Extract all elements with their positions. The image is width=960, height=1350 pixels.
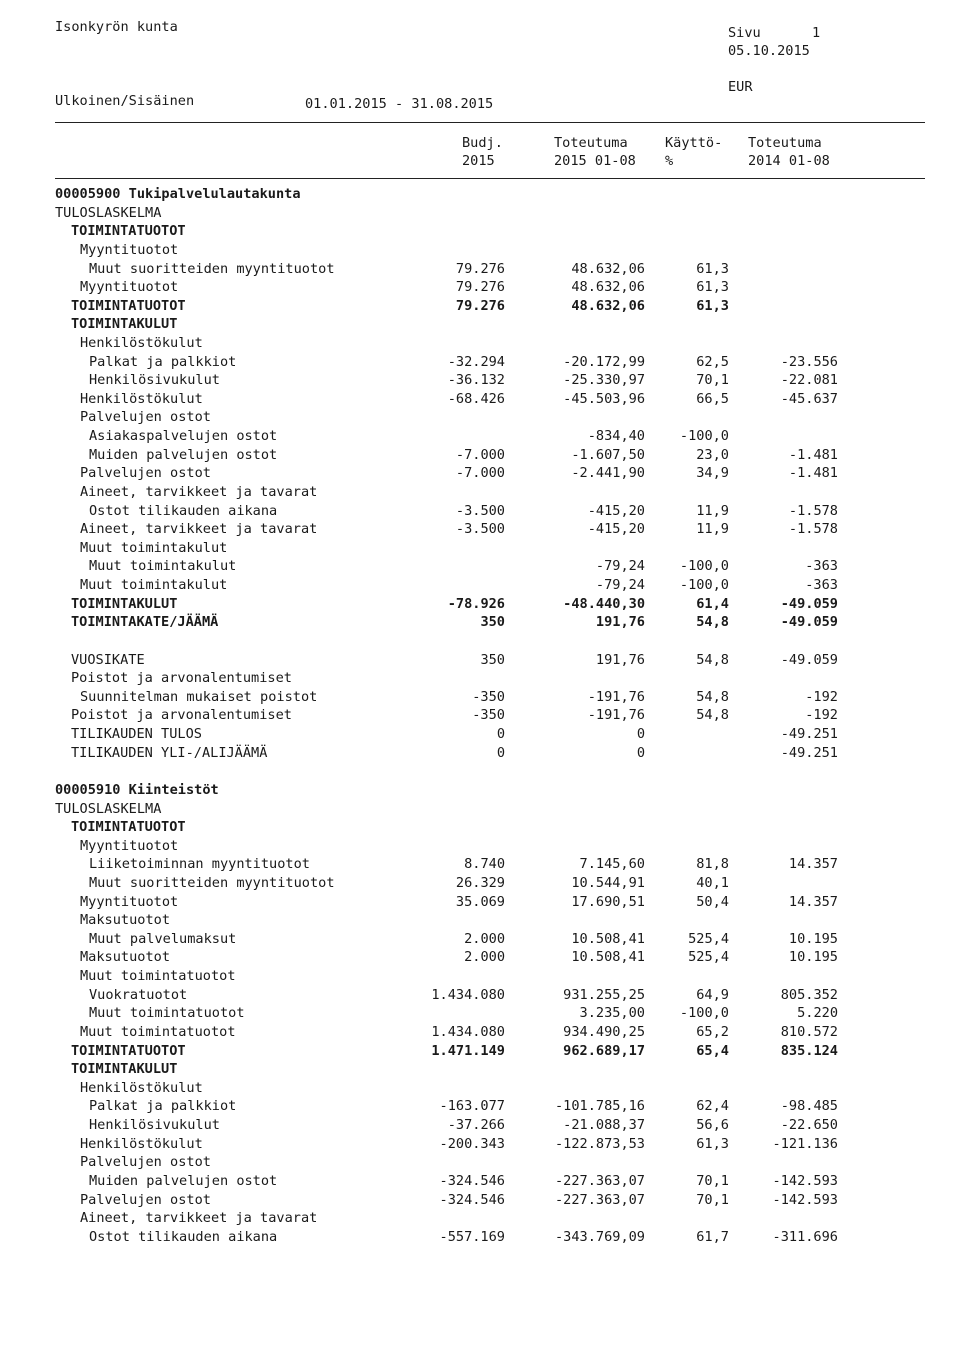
budget-value: 79.276	[455, 279, 505, 296]
row-label: 00005900 Tukipalvelulautakunta	[55, 186, 301, 202]
actual-value: 7.145,60	[579, 856, 645, 873]
report-row	[0, 1097, 960, 1116]
prev-year-value: 14.357	[788, 893, 838, 910]
budget-value: 350	[480, 614, 505, 631]
row-label: Palkat ja palkkiot	[89, 353, 237, 370]
usage-percent: 34,9	[696, 465, 729, 482]
report-row	[0, 855, 960, 874]
report-row	[0, 893, 960, 912]
report-row	[0, 427, 960, 446]
usage-percent: 61,3	[696, 297, 729, 314]
row-label: Henkilöstökulut	[80, 1135, 203, 1152]
report-period: 01.01.2015 - 31.08.2015	[305, 96, 494, 112]
prev-year-value: -49.059	[780, 595, 838, 612]
budget-value: -3.500	[455, 521, 505, 538]
prev-year-value: -23.556	[780, 353, 838, 370]
row-label: Muut toimintatuotot	[80, 1023, 236, 1040]
col-prev-line2: 2014 01-08	[748, 153, 830, 169]
report-row	[0, 539, 960, 558]
report-row	[0, 800, 960, 819]
actual-value: -834,40	[587, 428, 645, 445]
report-row	[0, 278, 960, 297]
budget-value: 0	[496, 744, 505, 761]
row-label: Muut toimintatuotot	[89, 1005, 245, 1022]
row-label: TOIMINTATUOTOT	[71, 297, 186, 314]
prev-year-value: -1.578	[788, 521, 838, 538]
budget-value: 350	[480, 651, 505, 668]
report-row	[0, 651, 960, 670]
report-row	[0, 632, 960, 651]
budget-value: 2.000	[464, 949, 505, 966]
row-label: TULOSLASKELMA	[55, 204, 162, 221]
report-row	[0, 557, 960, 576]
actual-value: -2.441,90	[571, 465, 645, 482]
row-label: Henkilösivukulut	[89, 1117, 220, 1133]
actual-value: -227.363,07	[554, 1191, 645, 1208]
report-row	[0, 1042, 960, 1061]
row-label: Henkilöstökulut	[80, 390, 203, 407]
row-label: Muut toimintakulut	[80, 539, 228, 556]
report-row	[0, 818, 960, 837]
row-label: Poistot ja arvonalentumiset	[71, 670, 292, 687]
usage-percent: 62,4	[696, 1098, 729, 1115]
report-row	[0, 688, 960, 707]
row-label: Liiketoiminnan myyntituotot	[89, 856, 310, 873]
usage-percent: 54,8	[696, 707, 729, 724]
report-row	[0, 297, 960, 316]
row-label: TOIMINTATUOTOT	[71, 1042, 186, 1059]
prev-year-value: -49.251	[780, 744, 838, 761]
actual-value: 3.235,00	[579, 1005, 645, 1022]
usage-percent: 54,8	[696, 651, 729, 668]
usage-percent: -100,0	[679, 558, 729, 575]
prev-year-value: 835.124	[780, 1042, 838, 1059]
usage-percent: 66,5	[696, 390, 729, 407]
actual-value: -21.088,37	[563, 1117, 645, 1133]
budget-value: -68.426	[447, 390, 505, 407]
budget-value: -7.000	[455, 446, 505, 463]
row-label: 00005910 Kiinteistöt	[55, 781, 219, 798]
budget-value: 35.069	[455, 893, 505, 910]
budget-value: -324.546	[439, 1191, 505, 1208]
actual-value: 48.632,06	[571, 297, 645, 314]
row-label: Maksutuotot	[80, 912, 171, 929]
actual-value: 48.632,06	[571, 279, 645, 296]
usage-percent: 525,4	[688, 930, 729, 947]
actual-value: -25.330,97	[563, 372, 645, 389]
row-label: Aineet, tarvikkeet ja tavarat	[80, 483, 318, 500]
actual-value: -45.503,96	[563, 390, 645, 407]
prev-year-value: -22.650	[780, 1117, 838, 1133]
col-usage-line1: Käyttö-	[665, 135, 723, 151]
row-label: Suunnitelman mukaiset poistot	[80, 688, 318, 705]
actual-value: 10.508,41	[571, 930, 645, 947]
actual-value: -122.873,53	[554, 1135, 645, 1152]
prev-year-value: 10.195	[788, 930, 838, 947]
col-budget-line2: 2015	[462, 153, 495, 169]
report-row	[0, 260, 960, 279]
actual-value: -415,20	[587, 502, 645, 519]
row-label: Palvelujen ostot	[80, 1154, 211, 1171]
budget-value: -32.294	[447, 353, 505, 370]
report-row	[0, 613, 960, 632]
prev-year-value: -121.136	[772, 1135, 838, 1152]
row-label: Aineet, tarvikkeet ja tavarat	[80, 521, 318, 538]
row-label: Maksutuotot	[80, 949, 171, 966]
row-label: Myyntituotot	[80, 279, 179, 296]
row-label: Muiden palvelujen ostot	[89, 446, 278, 463]
budget-value: -163.077	[439, 1098, 505, 1115]
col-prev-line1: Toteutuma	[748, 135, 822, 151]
row-label: Henkilöstökulut	[80, 335, 203, 351]
row-label: Palvelujen ostot	[80, 409, 211, 426]
usage-percent: 70,1	[696, 372, 729, 389]
row-label: TILIKAUDEN YLI-/ALIJÄÄMÄ	[71, 744, 268, 761]
prev-year-value: -142.593	[772, 1191, 838, 1208]
actual-value: 17.690,51	[571, 893, 645, 910]
actual-value: -1.607,50	[571, 446, 645, 463]
usage-percent: 70,1	[696, 1172, 729, 1189]
budget-value: 0	[496, 726, 505, 742]
usage-percent: 54,8	[696, 614, 729, 631]
row-label: Henkilösivukulut	[89, 372, 220, 389]
prev-year-value: -1.481	[788, 446, 838, 463]
report-row	[0, 595, 960, 614]
row-label: Ostot tilikauden aikana	[89, 502, 278, 519]
actual-value: -191,76	[587, 688, 645, 705]
actual-value: -101.785,16	[554, 1098, 645, 1115]
report-row	[0, 315, 960, 334]
print-date: 05.10.2015	[728, 43, 810, 59]
prev-year-value: -45.637	[780, 390, 838, 407]
usage-percent: 61,3	[696, 260, 729, 277]
page-number: 1	[812, 25, 821, 41]
usage-percent: 50,4	[696, 893, 729, 910]
budget-value: -350	[472, 688, 505, 705]
row-label: Muut suoritteiden myyntituotot	[89, 874, 335, 891]
report-row	[0, 1004, 960, 1023]
prev-year-value: 805.352	[780, 986, 838, 1003]
row-label: VUOSIKATE	[71, 651, 145, 668]
row-label: TOIMINTAKATE/JÄÄMÄ	[71, 614, 219, 631]
report-row	[0, 781, 960, 800]
budget-value: -200.343	[439, 1135, 505, 1152]
report-row	[0, 1191, 960, 1210]
usage-percent: 54,8	[696, 688, 729, 705]
actual-value: 191,76	[595, 651, 645, 668]
actual-value: 934.490,25	[563, 1023, 645, 1040]
row-label: Muut toimintakulut	[89, 558, 237, 575]
row-label: Myyntituotot	[80, 241, 179, 258]
actual-value: -227.363,07	[554, 1172, 645, 1189]
budget-value: 79.276	[455, 297, 505, 314]
usage-percent: 65,4	[696, 1042, 729, 1059]
actual-value: 48.632,06	[571, 260, 645, 277]
row-label: TILIKAUDEN TULOS	[71, 726, 202, 742]
prev-year-value: 10.195	[788, 949, 838, 966]
prev-year-value: -363	[805, 577, 838, 593]
row-label: Palvelujen ostot	[80, 465, 211, 482]
budget-value: 79.276	[455, 260, 505, 277]
prev-year-value: -49.251	[780, 726, 838, 742]
actual-value: 931.255,25	[563, 986, 645, 1003]
budget-value: 2.000	[464, 930, 505, 947]
row-label: Aineet, tarvikkeet ja tavarat	[80, 1210, 318, 1227]
prev-year-value: -192	[805, 688, 838, 705]
report-row	[0, 1116, 960, 1135]
col-actual-line2: 2015 01-08	[554, 153, 636, 169]
organization-name: Isonkyrön kunta	[55, 19, 178, 35]
usage-percent: 61,3	[696, 279, 729, 296]
report-row	[0, 706, 960, 725]
actual-value: 0	[636, 744, 645, 761]
header-bottom-rule	[55, 178, 925, 179]
row-label: Muut palvelumaksut	[89, 930, 237, 947]
header-top-rule	[55, 122, 925, 123]
row-label: TOIMINTATUOTOT	[71, 223, 186, 240]
actual-value: -343.769,09	[554, 1228, 645, 1245]
report-row	[0, 874, 960, 893]
budget-value: -7.000	[455, 465, 505, 482]
col-usage-line2: %	[665, 153, 674, 169]
actual-value: 191,76	[595, 614, 645, 631]
usage-percent: 61,7	[696, 1228, 729, 1245]
prev-year-value: -192	[805, 707, 838, 724]
budget-value: -350	[472, 707, 505, 724]
row-label: Myyntituotot	[80, 893, 179, 910]
budget-value: 8.740	[464, 856, 505, 873]
row-label: Palvelujen ostot	[80, 1191, 211, 1208]
usage-percent: 23,0	[696, 446, 729, 463]
report-row	[0, 241, 960, 260]
row-label: Myyntituotot	[80, 837, 179, 854]
usage-percent: 61,3	[696, 1135, 729, 1152]
report-row	[0, 1153, 960, 1172]
report-row	[0, 1228, 960, 1247]
report-row	[0, 222, 960, 241]
prev-year-value: -363	[805, 558, 838, 575]
report-row	[0, 948, 960, 967]
actual-value: 0	[636, 726, 645, 742]
budget-value: -36.132	[447, 372, 505, 389]
report-row	[0, 1172, 960, 1191]
report-row	[0, 930, 960, 949]
prev-year-value: -1.578	[788, 502, 838, 519]
prev-year-value: -22.081	[780, 372, 838, 389]
usage-percent: 62,5	[696, 353, 729, 370]
row-label: Muiden palvelujen ostot	[89, 1172, 278, 1189]
row-label: Muut toimintakulut	[80, 577, 228, 593]
report-row	[0, 1079, 960, 1098]
prev-year-value: 14.357	[788, 856, 838, 873]
report-type: Ulkoinen/Sisäinen	[55, 93, 195, 109]
actual-value: 10.544,91	[571, 874, 645, 891]
row-label: TOIMINTAKULUT	[71, 1061, 178, 1078]
report-row	[0, 1060, 960, 1079]
report-row	[0, 520, 960, 539]
prev-year-value: 5.220	[797, 1005, 838, 1022]
budget-value: 26.329	[455, 874, 505, 891]
usage-percent: 81,8	[696, 856, 729, 873]
report-row	[0, 725, 960, 744]
actual-value: -48.440,30	[563, 595, 645, 612]
budget-value: -78.926	[447, 595, 505, 612]
report-row	[0, 911, 960, 930]
actual-value: 962.689,17	[563, 1042, 645, 1059]
report-row	[0, 762, 960, 781]
report-row	[0, 576, 960, 595]
usage-percent: -100,0	[679, 577, 729, 593]
row-label: Vuokratuotot	[89, 986, 188, 1003]
report-row	[0, 502, 960, 521]
usage-percent: -100,0	[679, 1005, 729, 1022]
usage-percent: 61,4	[696, 595, 729, 612]
report-row	[0, 390, 960, 409]
actual-value: -191,76	[587, 707, 645, 724]
usage-percent: 56,6	[696, 1117, 729, 1133]
row-label: TULOSLASKELMA	[55, 800, 162, 817]
report-row	[0, 446, 960, 465]
usage-percent: 64,9	[696, 986, 729, 1003]
prev-year-value: -49.059	[780, 651, 838, 668]
row-label: Muut toimintatuotot	[80, 968, 236, 984]
report-row	[0, 334, 960, 353]
report-row	[0, 986, 960, 1005]
report-row	[0, 408, 960, 427]
report-row	[0, 185, 960, 204]
budget-value: -3.500	[455, 502, 505, 519]
row-label: TOIMINTAKULUT	[71, 595, 178, 612]
report-row	[0, 371, 960, 390]
budget-value: 1.434.080	[431, 986, 505, 1003]
currency-label: EUR	[728, 79, 753, 95]
col-budget-line1: Budj.	[462, 135, 503, 151]
report-row	[0, 483, 960, 502]
row-label: TOIMINTATUOTOT	[71, 819, 186, 836]
row-label: Palkat ja palkkiot	[89, 1098, 237, 1115]
row-label: Poistot ja arvonalentumiset	[71, 707, 292, 724]
usage-percent: 525,4	[688, 949, 729, 966]
report-row	[0, 353, 960, 372]
row-label: Ostot tilikauden aikana	[89, 1228, 278, 1245]
row-label: TOIMINTAKULUT	[71, 316, 178, 333]
actual-value: -79,24	[595, 577, 645, 593]
actual-value: -415,20	[587, 521, 645, 538]
usage-percent: 70,1	[696, 1191, 729, 1208]
col-actual-line1: Toteutuma	[554, 135, 628, 151]
prev-year-value: -142.593	[772, 1172, 838, 1189]
budget-value: 1.471.149	[431, 1042, 505, 1059]
usage-percent: 11,9	[696, 502, 729, 519]
report-row	[0, 1209, 960, 1228]
report-row	[0, 967, 960, 986]
budget-value: 1.434.080	[431, 1023, 505, 1040]
report-row	[0, 1135, 960, 1154]
prev-year-value: -49.059	[780, 614, 838, 631]
report-row	[0, 1023, 960, 1042]
budget-value: -557.169	[439, 1228, 505, 1245]
prev-year-value: 810.572	[780, 1023, 838, 1040]
prev-year-value: -98.485	[780, 1098, 838, 1115]
usage-percent: 40,1	[696, 874, 729, 891]
actual-value: -20.172,99	[563, 353, 645, 370]
actual-value: -79,24	[595, 558, 645, 575]
actual-value: 10.508,41	[571, 949, 645, 966]
report-row	[0, 204, 960, 223]
prev-year-value: -1.481	[788, 465, 838, 482]
row-label: Henkilöstökulut	[80, 1079, 203, 1096]
budget-value: -324.546	[439, 1172, 505, 1189]
page-label: Sivu	[728, 25, 761, 41]
report-row	[0, 837, 960, 856]
row-label: Asiakaspalvelujen ostot	[89, 428, 278, 445]
report-row	[0, 744, 960, 763]
prev-year-value: -311.696	[772, 1228, 838, 1245]
usage-percent: 11,9	[696, 521, 729, 538]
budget-value: -37.266	[447, 1117, 505, 1133]
report-row	[0, 669, 960, 688]
usage-percent: 65,2	[696, 1023, 729, 1040]
usage-percent: -100,0	[679, 428, 729, 445]
report-row	[0, 464, 960, 483]
row-label: Muut suoritteiden myyntituotot	[89, 260, 335, 277]
